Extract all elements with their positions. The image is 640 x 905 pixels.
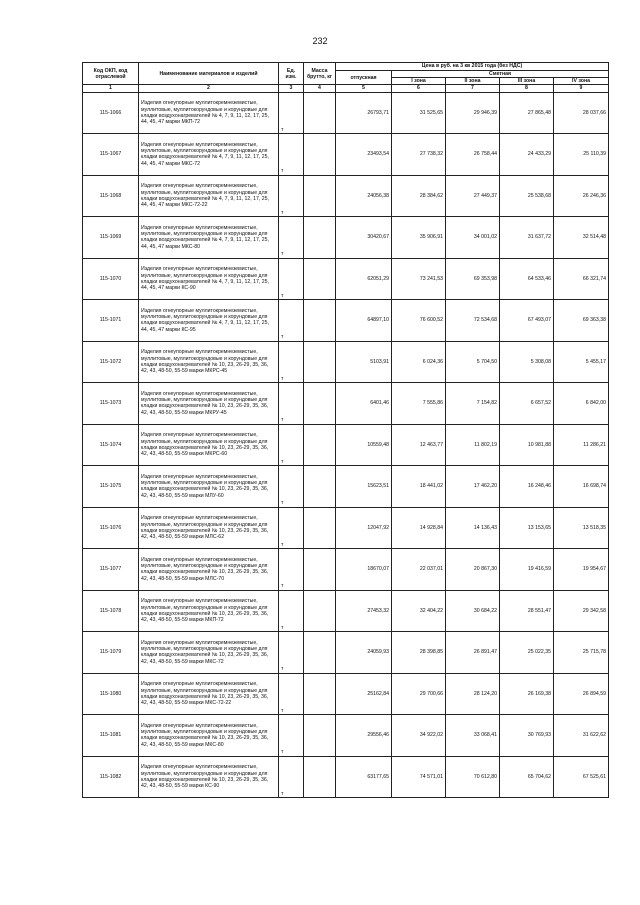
item-code: 115-1078 xyxy=(83,590,139,632)
item-mass xyxy=(304,466,336,508)
item-mass xyxy=(304,175,336,217)
item-mass xyxy=(304,715,336,757)
price-zone1: 28 398,85 xyxy=(392,632,446,674)
table-row xyxy=(83,756,609,798)
item-code: 115-1075 xyxy=(83,466,139,508)
column-number-row xyxy=(83,85,609,92)
item-unit: т xyxy=(279,341,304,383)
table-row xyxy=(83,217,609,259)
table-row xyxy=(83,507,609,549)
price-release: 25162,84 xyxy=(336,673,392,715)
price-zone3: 24 433,29 xyxy=(500,134,554,176)
item-unit: т xyxy=(279,424,304,466)
price-zone4: 5 455,17 xyxy=(554,341,609,383)
price-zone4: 26 246,36 xyxy=(554,175,609,217)
price-release: 12047,92 xyxy=(336,507,392,549)
price-zone2: 5 704,50 xyxy=(446,341,500,383)
column-number: 8 xyxy=(500,85,554,92)
item-code: 115-1077 xyxy=(83,549,139,591)
item-code: 115-1069 xyxy=(83,217,139,259)
price-release: 6401,46 xyxy=(336,383,392,425)
item-code: 115-1070 xyxy=(83,258,139,300)
item-mass xyxy=(304,756,336,798)
item-mass xyxy=(304,300,336,342)
item-code: 115-1082 xyxy=(83,756,139,798)
price-zone1: 27 738,32 xyxy=(392,134,446,176)
item-name: Изделия огнеупорные муллитокремнеземистые, муллитовые, муллитокорундовые и корундовые для кладки воздухонагревателей № 10, 23, 26-29, 35, 36, 42, 43, 48-50, 55-59 марки МКРУ-45 xyxy=(139,383,279,425)
item-code: 115-1081 xyxy=(83,715,139,757)
price-zone1: 29 700,66 xyxy=(392,673,446,715)
table-row xyxy=(83,590,609,632)
price-zone2: 27 449,37 xyxy=(446,175,500,217)
price-release: 24056,38 xyxy=(336,175,392,217)
header-mass: Масса брутто, кг xyxy=(304,63,336,85)
header-release: отпускная xyxy=(336,71,392,85)
item-name: Изделия огнеупорные муллитокремнеземистые, муллитовые, муллитокорундовые и корундовые для кладки воздухонагревателей № 4, 7, 9, 11, 12, 17, 25, 44, 45, 47 марки КС-95 xyxy=(139,300,279,342)
price-zone3: 25 538,68 xyxy=(500,175,554,217)
item-name: Изделия огнеупорные муллитокремнеземистые, муллитовые, муллитокорундовые и корундовые для кладки воздухонагревателей № 10, 23, 26-29, 35, 36, 42, 43, 48-50, 55-59 марки КС-90 xyxy=(139,756,279,798)
item-code: 115-1074 xyxy=(83,424,139,466)
price-zone3: 6 657,52 xyxy=(500,383,554,425)
price-table xyxy=(82,62,609,798)
price-zone3: 28 551,47 xyxy=(500,590,554,632)
price-zone4: 67 525,61 xyxy=(554,756,609,798)
table-row xyxy=(83,175,609,217)
item-unit: т xyxy=(279,175,304,217)
item-name: Изделия огнеупорные муллитокремнеземистые, муллитовые, муллитокорундовые и корундовые для кладки воздухонагревателей № 4, 7, 9, 11, 12, 17, 25, 44, 45, 47 марки КС-90 xyxy=(139,258,279,300)
header-zone1: I зона xyxy=(392,78,446,85)
price-zone1: 12 463,77 xyxy=(392,424,446,466)
item-unit: т xyxy=(279,383,304,425)
price-zone4: 13 518,35 xyxy=(554,507,609,549)
item-code: 115-1080 xyxy=(83,673,139,715)
item-mass xyxy=(304,92,336,134)
table-row xyxy=(83,341,609,383)
price-zone4: 16 698,74 xyxy=(554,466,609,508)
price-zone1: 6 024,36 xyxy=(392,341,446,383)
price-zone3: 5 308,08 xyxy=(500,341,554,383)
item-name: Изделия огнеупорные муллитокремнеземистые, муллитовые, муллитокорундовые и корундовые для кладки воздухонагревателей № 10, 23, 26-29, 35, 36, 42, 43, 48-50, 55-59 марки МКС-80 xyxy=(139,715,279,757)
price-zone3: 64 533,46 xyxy=(500,258,554,300)
price-zone3: 31 637,72 xyxy=(500,217,554,259)
price-zone1: 28 384,62 xyxy=(392,175,446,217)
price-zone3: 27 865,48 xyxy=(500,92,554,134)
price-zone3: 26 169,38 xyxy=(500,673,554,715)
item-mass xyxy=(304,217,336,259)
price-zone1: 32 404,22 xyxy=(392,590,446,632)
price-release: 30420,67 xyxy=(336,217,392,259)
item-code: 115-1066 xyxy=(83,92,139,134)
price-zone3: 13 153,65 xyxy=(500,507,554,549)
item-mass xyxy=(304,383,336,425)
price-zone3: 30 769,93 xyxy=(500,715,554,757)
item-mass xyxy=(304,507,336,549)
table-row xyxy=(83,134,609,176)
price-zone1: 34 922,02 xyxy=(392,715,446,757)
price-zone1: 14 928,84 xyxy=(392,507,446,549)
item-mass xyxy=(304,673,336,715)
table-row xyxy=(83,92,609,134)
price-zone2: 17 462,20 xyxy=(446,466,500,508)
header-unit: Ед. изм. xyxy=(279,63,304,85)
price-zone1: 76 600,52 xyxy=(392,300,446,342)
price-zone2: 7 154,82 xyxy=(446,383,500,425)
price-zone4: 66 321,74 xyxy=(554,258,609,300)
item-mass xyxy=(304,632,336,674)
header-name: Наименование материалов и изделий xyxy=(139,63,279,85)
price-zone4: 26 894,59 xyxy=(554,673,609,715)
table-row xyxy=(83,715,609,757)
price-zone4: 11 286,21 xyxy=(554,424,609,466)
column-number: 4 xyxy=(304,85,336,92)
item-code: 115-1067 xyxy=(83,134,139,176)
price-zone4: 32 514,48 xyxy=(554,217,609,259)
item-name: Изделия огнеупорные муллитокремнеземистые, муллитовые, муллитокорундовые и корундовые для кладки воздухонагревателей № 4, 7, 9, 11, 12, 17, 25, 44, 45, 47 марки МКП-72 xyxy=(139,92,279,134)
item-name: Изделия огнеупорные муллитокремнеземистые, муллитовые, муллитокорундовые и корундовые для кладки воздухонагревателей № 10, 23, 26-29, 35, 36, 42, 43, 48-50, 55-59 марки МЛС-62 xyxy=(139,507,279,549)
price-release: 15623,51 xyxy=(336,466,392,508)
item-name: Изделия огнеупорные муллитокремнеземистые, муллитовые, муллитокорундовые и корундовые для кладки воздухонагревателей № 4, 7, 9, 11, 12, 17, 25, 44, 45, 47 марки МКС-72 xyxy=(139,134,279,176)
item-name: Изделия огнеупорные муллитокремнеземистые, муллитовые, муллитокорундовые и корундовые для кладки воздухонагревателей № 10, 23, 26-29, 35, 36, 42, 43, 48-50, 55-59 марки МКРС-60 xyxy=(139,424,279,466)
price-release: 62051,29 xyxy=(336,258,392,300)
table-row xyxy=(83,549,609,591)
item-code: 115-1076 xyxy=(83,507,139,549)
item-unit: т xyxy=(279,673,304,715)
price-release: 5103,91 xyxy=(336,341,392,383)
price-zone1: 31 525,65 xyxy=(392,92,446,134)
price-release: 24059,93 xyxy=(336,632,392,674)
price-zone1: 18 441,02 xyxy=(392,466,446,508)
item-mass xyxy=(304,341,336,383)
price-zone2: 28 124,20 xyxy=(446,673,500,715)
item-unit: т xyxy=(279,507,304,549)
price-release: 26793,71 xyxy=(336,92,392,134)
column-number: 7 xyxy=(446,85,500,92)
price-zone3: 25 022,35 xyxy=(500,632,554,674)
header-code: Код ОКП, код отраслевой xyxy=(83,63,139,85)
column-number: 3 xyxy=(279,85,304,92)
item-mass xyxy=(304,258,336,300)
item-unit: т xyxy=(279,549,304,591)
price-zone2: 26 758,44 xyxy=(446,134,500,176)
price-zone3: 65 704,62 xyxy=(500,756,554,798)
item-code: 115-1068 xyxy=(83,175,139,217)
price-release: 64897,10 xyxy=(336,300,392,342)
column-number: 5 xyxy=(336,85,392,92)
price-zone4: 28 037,66 xyxy=(554,92,609,134)
table-row xyxy=(83,673,609,715)
price-release: 29556,46 xyxy=(336,715,392,757)
price-zone2: 69 353,98 xyxy=(446,258,500,300)
table-row xyxy=(83,383,609,425)
price-release: 18670,07 xyxy=(336,549,392,591)
item-unit: т xyxy=(279,756,304,798)
table-row xyxy=(83,300,609,342)
price-zone4: 69 363,38 xyxy=(554,300,609,342)
price-zone1: 35 906,91 xyxy=(392,217,446,259)
item-name: Изделия огнеупорные муллитокремнеземистые, муллитовые, муллитокорундовые и корундовые для кладки воздухонагревателей № 10, 23, 26-29, 35, 36, 42, 43, 48-50, 55-59 марки МЛС-70 xyxy=(139,549,279,591)
item-unit: т xyxy=(279,300,304,342)
table-row xyxy=(83,424,609,466)
price-zone3: 10 981,88 xyxy=(500,424,554,466)
table-row xyxy=(83,632,609,674)
item-code: 115-1071 xyxy=(83,300,139,342)
header-zone3: III зона xyxy=(500,78,554,85)
header-zone4: IV зона xyxy=(554,78,609,85)
header-price-group: Цена в руб. на 3 кв 2015 года (без НДС) xyxy=(336,63,609,71)
item-unit: т xyxy=(279,466,304,508)
price-zone3: 19 416,59 xyxy=(500,549,554,591)
item-mass xyxy=(304,134,336,176)
price-release: 63177,65 xyxy=(336,756,392,798)
price-zone4: 6 842,00 xyxy=(554,383,609,425)
column-number: 1 xyxy=(83,85,139,92)
price-release: 23493,54 xyxy=(336,134,392,176)
item-mass xyxy=(304,424,336,466)
price-release: 27453,32 xyxy=(336,590,392,632)
item-unit: т xyxy=(279,258,304,300)
column-number: 9 xyxy=(554,85,609,92)
item-unit: т xyxy=(279,590,304,632)
price-zone2: 11 802,19 xyxy=(446,424,500,466)
price-zone2: 20 867,30 xyxy=(446,549,500,591)
header-zone2: II зона xyxy=(446,78,500,85)
item-unit: т xyxy=(279,217,304,259)
price-zone1: 74 571,01 xyxy=(392,756,446,798)
price-zone3: 16 248,46 xyxy=(500,466,554,508)
price-zone2: 26 891,47 xyxy=(446,632,500,674)
item-name: Изделия огнеупорные муллитокремнеземистые, муллитовые, муллитокорундовые и корундовые для кладки воздухонагревателей № 10, 23, 26-29, 35, 36, 42, 43, 48-50, 55-59 марки МКРС-45 xyxy=(139,341,279,383)
column-number: 6 xyxy=(392,85,446,92)
column-number: 2 xyxy=(139,85,279,92)
item-code: 115-1079 xyxy=(83,632,139,674)
item-name: Изделия огнеупорные муллитокремнеземистые, муллитовые, муллитокорундовые и корундовые для кладки воздухонагревателей № 10, 23, 26-29, 35, 36, 42, 43, 48-50, 55-59 марки МКП-72 xyxy=(139,590,279,632)
price-zone2: 14 136,43 xyxy=(446,507,500,549)
price-zone2: 72 534,68 xyxy=(446,300,500,342)
item-name: Изделия огнеупорные муллитокремнеземистые, муллитовые, муллитокорундовые и корундовые для кладки воздухонагревателей № 4, 7, 9, 11, 12, 17, 25, 44, 45, 47 марки МКС-80 xyxy=(139,217,279,259)
item-unit: т xyxy=(279,632,304,674)
price-zone2: 70 612,80 xyxy=(446,756,500,798)
price-zone4: 29 342,58 xyxy=(554,590,609,632)
price-zone1: 73 241,53 xyxy=(392,258,446,300)
item-name: Изделия огнеупорные муллитокремнеземистые, муллитовые, муллитокорундовые и корундовые для кладки воздухонагревателей № 10, 23, 26-29, 35, 36, 42, 43, 48-50, 55-59 марки МКС-72-22 xyxy=(139,673,279,715)
price-zone2: 30 684,22 xyxy=(446,590,500,632)
price-zone2: 33 068,41 xyxy=(446,715,500,757)
header-estimate-group: Сметная xyxy=(392,71,609,78)
item-code: 115-1073 xyxy=(83,383,139,425)
price-zone4: 19 954,67 xyxy=(554,549,609,591)
price-zone4: 25 715,78 xyxy=(554,632,609,674)
page-number: 232 xyxy=(312,36,328,46)
table-row xyxy=(83,258,609,300)
price-zone1: 22 037,01 xyxy=(392,549,446,591)
item-unit: т xyxy=(279,92,304,134)
table-row xyxy=(83,466,609,508)
price-zone4: 31 622,62 xyxy=(554,715,609,757)
price-release: 10559,48 xyxy=(336,424,392,466)
item-name: Изделия огнеупорные муллитокремнеземистые, муллитовые, муллитокорундовые и корундовые для кладки воздухонагревателей № 4, 7, 9, 11, 12, 17, 25, 44, 45, 47 марки МКС-72-22 xyxy=(139,175,279,217)
item-unit: т xyxy=(279,134,304,176)
item-mass xyxy=(304,549,336,591)
item-mass xyxy=(304,590,336,632)
price-zone4: 25 110,39 xyxy=(554,134,609,176)
item-name: Изделия огнеупорные муллитокремнеземистые, муллитовые, муллитокорундовые и корундовые для кладки воздухонагревателей № 10, 23, 26-29, 35, 36, 42, 43, 48-50, 55-59 марки МЛУ-60 xyxy=(139,466,279,508)
price-zone2: 34 001,02 xyxy=(446,217,500,259)
price-zone1: 7 555,86 xyxy=(392,383,446,425)
item-code: 115-1072 xyxy=(83,341,139,383)
item-name: Изделия огнеупорные муллитокремнеземистые, муллитовые, муллитокорундовые и корундовые для кладки воздухонагревателей № 10, 23, 26-29, 35, 36, 42, 43, 48-50, 55-59 марки МКС-72 xyxy=(139,632,279,674)
price-zone3: 67 493,07 xyxy=(500,300,554,342)
price-zone2: 29 946,39 xyxy=(446,92,500,134)
item-unit: т xyxy=(279,715,304,757)
